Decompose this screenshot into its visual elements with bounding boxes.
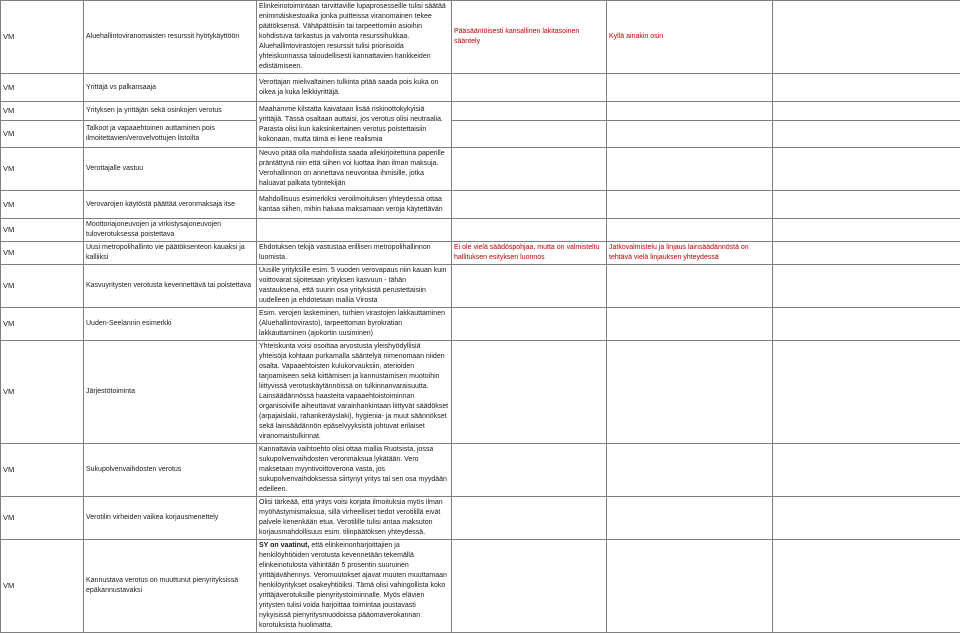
table-row	[1, 121, 960, 148]
empty-cell	[773, 191, 960, 219]
ministry-cell: VM	[1, 148, 84, 191]
ministry-cell: VM	[1, 191, 84, 219]
ministry-cell: VM	[1, 1, 84, 74]
note-cell: Uusille yrityksille esim. 5 vuoden verovapaus niin kauan kuin voittovarat sijoitetaan yrityksen kasvuun - tähän vastauksena, että suurin osa yrityksistä perustettaisiin uudelleen ja ehdotetaan mallia Virosta	[257, 265, 452, 308]
note-emphasis: SY on vaatinut,	[259, 542, 309, 549]
assessment-cell: Kyllä ainakin osin	[607, 1, 773, 74]
empty-cell	[607, 191, 773, 219]
empty-cell	[773, 497, 960, 540]
empty-cell	[773, 219, 960, 242]
topic-cell: Talkoot ja vapaaehtoinen auttaminen pois ilmoitettavien/verovelvottujen listoilta	[84, 121, 257, 148]
table-row	[1, 444, 960, 497]
empty-cell	[773, 242, 960, 265]
table-row	[1, 148, 960, 191]
topic-cell: Verotilin virheiden vaikea korjausmenettely	[84, 497, 257, 540]
ministry-cell: VM	[1, 265, 84, 308]
assessment-cell: Jatkovalmistelu ja linjaus lainsäädännöstä on tehtävä vielä linjauksen yhteydessä	[607, 242, 773, 265]
empty-cell	[773, 102, 960, 121]
table-row	[1, 191, 960, 219]
ministry-cell: VM	[1, 341, 84, 444]
topic-cell: Aluehallintoviranomaisten resurssit hyötykäyttöön	[84, 1, 257, 74]
ministry-cell: VM	[1, 540, 84, 633]
empty-cell	[607, 102, 773, 121]
topic-cell: Moottoriajoneuvojen ja virkistysajoneuvojen tuloverotuksessa poistettava	[84, 219, 257, 242]
empty-cell	[773, 540, 960, 633]
note-cell: Verottajan mielivaltainen tulkinta pitää saada pois kuka on oikea ja kuka leikkiyrittäjä.	[257, 74, 452, 102]
note-cell: Kannattavia vaihtoehto olisi ottaa mallia Ruotsista, jossa sukupolvenvaihdosten veronmaksua lykätään. Vero maksetaan myyntivoittoverona vasta, jos sukupolvenvaihdoksessa siirtynyt yritys tai sen osa myydään edelleen.	[257, 444, 452, 497]
table-row	[1, 102, 960, 121]
empty-cell	[452, 444, 607, 497]
note-cell: Yhteiskunta voisi osoittaa arvostusta yleishyödyllisiä yhteisöjä kohtaan purkamalla sääntelyä nimenomaan niiden osalta. Vapaaehtoisten kulukorvauksiin, aterioiden tarjoamiseen sekä kiittämisen ja kannustamisen muotoihin liittyvissä verotuskäytännöissä on tulkinnanvaraisuutta. Lainsäädännössä haasteita vapaaehtoistoiminnan organisoiville aiheuttavat varainhankintaan liittyvät säädökset (arpajaislaki, rahankeräyslaki), hygienia- ja muut säännökset sekä lainsäädännön epäselvyyksistä johtuvat erilaiset viranomaistulkinnat.	[257, 341, 452, 444]
empty-cell	[773, 308, 960, 341]
regulation-level-cell: Ei ole vielä säädöspohjaa, mutta on valmisteltu hallituksen esityksen luonnos	[452, 242, 607, 265]
table-row	[1, 74, 960, 102]
empty-cell	[773, 74, 960, 102]
note-cell: Esim. verojen laskeminen, turhien virastojen lakkauttaminen (Aluehallintovirasto), tarpeettoman byrokratian lakkauttaminen (ajokortin uusiminen)	[257, 308, 452, 341]
ministry-cell: VM	[1, 308, 84, 341]
empty-cell	[257, 219, 452, 242]
note-cell: Olisi tärkeää, että yritys voisi korjata ilmoituksia myös ilman myöhästymismaksua, sillä virheelliset tiedot verotilillä eivät palvele kenenkään etua. Verotilille tulisi antaa maksuton korjausmahdollisuus esim. tilinpäätöksen yhteydessä.	[257, 497, 452, 540]
regulation-level-cell: Pääsääntöisesti kansallinen lakitasoinen sääntely	[452, 1, 607, 74]
ministry-cell: VM	[1, 74, 84, 102]
empty-cell	[607, 444, 773, 497]
topic-cell: Verovarojen käytöstä päättää veronmaksaja itse	[84, 191, 257, 219]
empty-cell	[773, 1, 960, 74]
empty-cell	[452, 497, 607, 540]
topic-cell: Järjestötoiminta	[84, 341, 257, 444]
table-row	[1, 1, 960, 74]
ministry-cell: VM	[1, 444, 84, 497]
empty-cell	[607, 219, 773, 242]
empty-cell	[452, 121, 607, 148]
empty-cell	[452, 341, 607, 444]
empty-cell	[452, 102, 607, 121]
table-row	[1, 497, 960, 540]
empty-cell	[607, 308, 773, 341]
empty-cell	[452, 308, 607, 341]
note-cell: Neuvo pitää olla mahdollista saada allekirjoitettuna paperille präntättynä niin että siihen voi luottaa ihan ilman maksuja. Verohallinnon on annettava neuvontaa ihmisille, jotka haluavat palkata työntekijän	[257, 148, 452, 191]
table-row	[1, 341, 960, 444]
empty-cell	[773, 341, 960, 444]
note-cell: Mahdollisuus esimerkiksi veroilmoituksen yhteydessä ottaa kantaa siihen, mihin haluaa maksamaan veroja käytettävän	[257, 191, 452, 219]
empty-cell	[773, 265, 960, 308]
empty-cell	[607, 341, 773, 444]
note-cell	[257, 540, 452, 633]
topic-cell: Uuden-Seelannin esimerkki	[84, 308, 257, 341]
table-row	[1, 242, 960, 265]
ministry-cell: VM	[1, 219, 84, 242]
empty-cell	[607, 121, 773, 148]
ministry-cell: VM	[1, 497, 84, 540]
ministry-cell: VM	[1, 102, 84, 121]
ministry-cell: VM	[1, 121, 84, 148]
empty-cell	[607, 148, 773, 191]
topic-cell: Kannustava verotus on muuttunut pienyrityksissä epäkannustavaksi	[84, 540, 257, 633]
empty-cell	[452, 148, 607, 191]
table-row	[1, 540, 960, 633]
topic-cell: Kasvuyritysten verotusta kevennettävä tai poistettava	[84, 265, 257, 308]
table-row	[1, 219, 960, 242]
note-cell: Elinkeinotoimintaan tarvittaville lupaprosesseille tulisi säätää enimmäiskestoaika jonka puitteissa viranomainen tekee päätöksensä. Vähäpätöisiin tai tarpeettomiin asioihin kohdistuva tarkastus ja valvonta resurssihukkaa. Aluehallintovirastojen resurssit tulisi priorisoida yhteiskunnassa taloudellisesti kannattavien hankkeiden edistämiseen.	[257, 1, 452, 74]
empty-cell	[607, 540, 773, 633]
topic-cell: Sukupolvenvaihdosten verotus	[84, 444, 257, 497]
empty-cell	[452, 540, 607, 633]
empty-cell	[773, 444, 960, 497]
note-cell: Maahamme kilstatta kaivataan lisää riskinottokykyisiä yrittäjiä. Tässä osaltaan auttaisi, jos verotus olisi neutraalia. Parasta olisi kun kaksinkertainen verotus poistettaisiin kokonaan, mutta tämä ei liene realismia	[257, 102, 452, 148]
empty-cell	[607, 74, 773, 102]
ministry-cell: VM	[1, 242, 84, 265]
table-row	[1, 265, 960, 308]
table-row	[1, 308, 960, 341]
empty-cell	[452, 219, 607, 242]
note-text: että elinkeinonharjoittajien ja henkilöyhtiöiden verotusta kevennetään tekemällä elinkeinotulosta vähintään 5 prosentin suuruinen yrittäjävähennys. Veromuutokset ajavat muuten muuttamaan henkilöyritykset osakeyhtiöiksi. Tämä olisi vahingollista koko yrittäjäverotuksille pienyritystoiminnalle. Myös elävien yritysten tulisi voida harjoittaa toimintaa joustavasti nykyisissä pienyritysmuodoissa pääomaverokannan korotuksista huolimatta.	[259, 542, 447, 629]
note-cell: Ehdotuksen tekijä vastustaa erillisen metropolihallinnon luomista.	[257, 242, 452, 265]
empty-cell	[452, 265, 607, 308]
topic-cell: Yrityksen ja yrittäjän sekä osinkojen verotus	[84, 102, 257, 121]
topic-cell: Uusi metropolihallinto vie päätöksenteon kauaksi ja kalliiksi	[84, 242, 257, 265]
empty-cell	[773, 121, 960, 148]
empty-cell	[773, 148, 960, 191]
topic-cell: Yrittäjä vs palkansaaja	[84, 74, 257, 102]
topic-cell: Verottajalle vastuu	[84, 148, 257, 191]
empty-cell	[452, 191, 607, 219]
empty-cell	[607, 497, 773, 540]
empty-cell	[607, 265, 773, 308]
empty-cell	[452, 74, 607, 102]
